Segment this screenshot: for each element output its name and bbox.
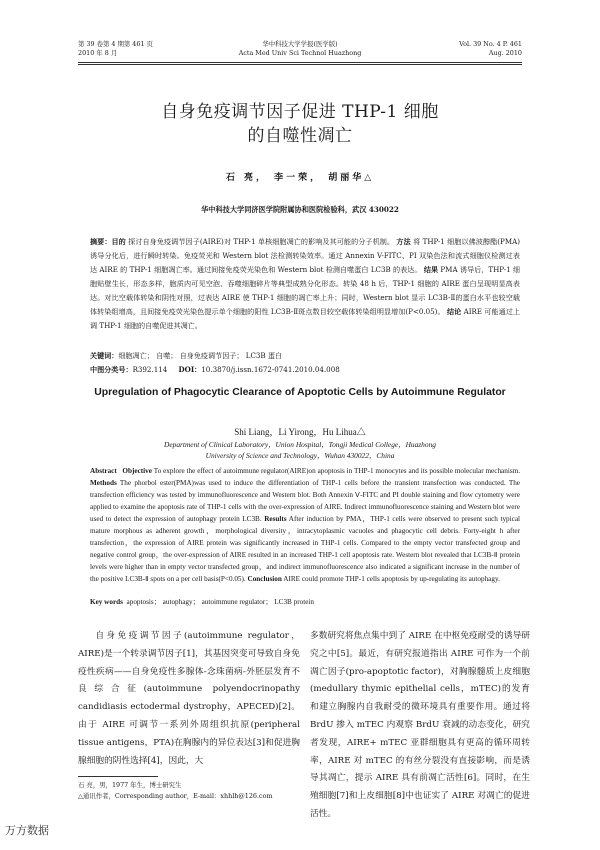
- header-rule: [78, 62, 522, 63]
- title-cn-line1: 自身免疫调节因子促进 THP-1 细胞: [161, 102, 439, 122]
- authors-cn: 石 亮， 李一荣， 胡丽华△: [225, 173, 375, 183]
- keywords-en: Key words apoptosis； autophagy； autoimmune regulator； LC3B protein: [90, 598, 314, 606]
- abstract-en: Abstract Objective To explore the effect of autoimmune regulator(AIRE)on apoptosis in THP-1 monocytes and its possible molecular mechanism. Methods The phorbol ester(PMA)was used to induce the differentiation of THP-1 cells before the transient transfection was conducted. The transfection efficiency was tested by immunofluorescence and Western blot. Both Annexin Ⅴ-FITC and PI double staining and flow cytometry were applied to examine the apoptosis rate of THP-1 cells with the over-expression of AIRE. Indirect immunofluorescence staining and Western blot were used to detect the expression of autophagy protein LC3B. Results After induction by PMA，THP-1 cells were observed to present such typical mature morphous as adherent growth，morphological diversity，intracytoplasmic vacuoles and phagocytic cell debris. Forty-eight h after transfection，the expression of AIRE protein was significantly increased in THP-1 cells. Compared to the empty vector transfected group and negative control group，the over-expression of AIRE resulted in an increased THP-1 cell apoptosis rate. Western blot revealed that LC3B-Ⅱ protein levels were higher than in empty vector transfected group，and indirect immunofluorescence also indicated a significant increase in the number of the positive LC3B-Ⅱ spots on a per cell basis(P<0.05). Conclusion AIRE could promote THP-1 cells apoptosis by up-regulating its autophagy.: [90, 467, 521, 583]
- header-rule-thin: [78, 64, 522, 65]
- footnote-rule: [78, 776, 158, 777]
- header-volume: Vol. 39 No. 4 P. 461 Aug. 2010: [459, 40, 522, 57]
- body-column-left: 自身免疫调节因子(autoimmune regulator，AIRE)是一个转录调节因子[1]，其基因突变可导致自身免疫性疾病——自身免疫性多腺体-念珠菌病-外胚层发育不良综合征(autoimmune polyendocrinopathy candidiasis ectodermal dystrophy，APECED)[2]。由于 AIRE 可调节一系列外周组织抗原(peripheral tissue antigens，PTA)在胸腺内的异位表达[3]和促进胸腺细胞的阴性选择[4]，因此，大: [78, 631, 300, 766]
- header-issue: 第 39 卷第 4 期第 461 页 2010 年 8 月: [78, 40, 153, 57]
- title-en: Upregulation of Phagocytic Clearance of Apoptotic Cells by Autoimmune Regulator: [94, 387, 506, 398]
- affiliation-cn: 华中科技大学同济医学院附属协和医院检验科，武汉 430022: [201, 205, 399, 214]
- title-cn-line2: 的自噬性凋亡: [247, 126, 353, 146]
- header-journal: 华中科技大学学报(医学版) Acta Med Univ Sci Technol Huazhong: [238, 40, 362, 57]
- affiliation-en: Department of Clinical Laboratory，Union Hospital，Tongji Medical College，Huazhong University of Science and Technology，Wuhan 430022，China: [164, 440, 436, 460]
- watermark: 万方数据: [5, 824, 49, 837]
- classification-cn: 中图分类号：R392.114 DOI：10.3870/j.issn.1672-0741.2010.04.008: [90, 365, 340, 374]
- body-column-right: 多数研究将焦点集中到了 AIRE 在中枢免疫耐受的诱导研究之中[5]。最近，有研究报道指出 AIRE 可作为一个前凋亡因子(pro-apoptotic factor)，对胸腺髓质上皮细胞(medullary thymic epithelial cells，mTEC)的发育和建立胸腺内自我耐受的微环境具有重要作用。通过将 BrdU 掺入 mTEC 内观察 BrdU 衰减的动态变化，研究者发现，AIRE+ mTEC 亚群细胞具有更高的循环周转率，AIRE 对 mTEC 的有丝分裂没有直接影响，而是诱导其凋亡，提示 AIRE 具有前凋亡活性[6]。同时，在生殖细胞[7]和上皮细胞[8]中也证实了 AIRE 对凋亡的促进活性。: [310, 631, 530, 819]
- footnote-correspondence: △通讯作者，Corresponding author，E-mail：xhhlh@126.com: [78, 792, 273, 800]
- keywords-cn: 关键词：细胞凋亡； 自噬； 自身免疫调节因子； LC3B 蛋白: [90, 351, 283, 360]
- authors-en: Shi Liang，Li Yirong，Hu Lihua△: [234, 427, 366, 437]
- abstract-cn: 摘要：目的 探讨自身免疫调节因子(AIRE)对 THP-1 单核细胞凋亡的影响及其可能的分子机制。 方法 将 THP-1 细胞以佛波醇酯(PMA)诱导分化后，进行瞬时转染。免疫荧光和 Western blot 法检测转染效率。通过 Annexin V-FITC、PI 双染色法和流式细胞仪检测过表达 AIRE 的 THP-1 细胞凋亡率。通过间接免疫荧光染色和 Western blot 检测自噬蛋白 LC3B 的表达。 结果 PMA 诱导后，THP-1 细胞贴壁生长，形态多样，胞质内可见空泡、吞噬细胞碎片等典型成熟分化形态。转染 48 h 后，THP-1 细胞的 AIRE 蛋白呈现明显高表达。对比空载体转染和阴性对照，过表达 AIRE 使 THP-1 细胞的凋亡率上升；同时，Western blot 显示 LC3B-Ⅱ的蛋白水平也较空载体转染组增高，且间接免疫荧光染色提示单个细胞的阳性 LC3B-Ⅱ斑点数目较空载体转染组明显增加(P<0.05)。 结论 AIRE 可能通过上调 THP-1 细胞的自噬促进其凋亡。: [90, 237, 521, 330]
- footnote-author: 石 亮，男，1977 年生，博士研究生: [78, 781, 182, 789]
